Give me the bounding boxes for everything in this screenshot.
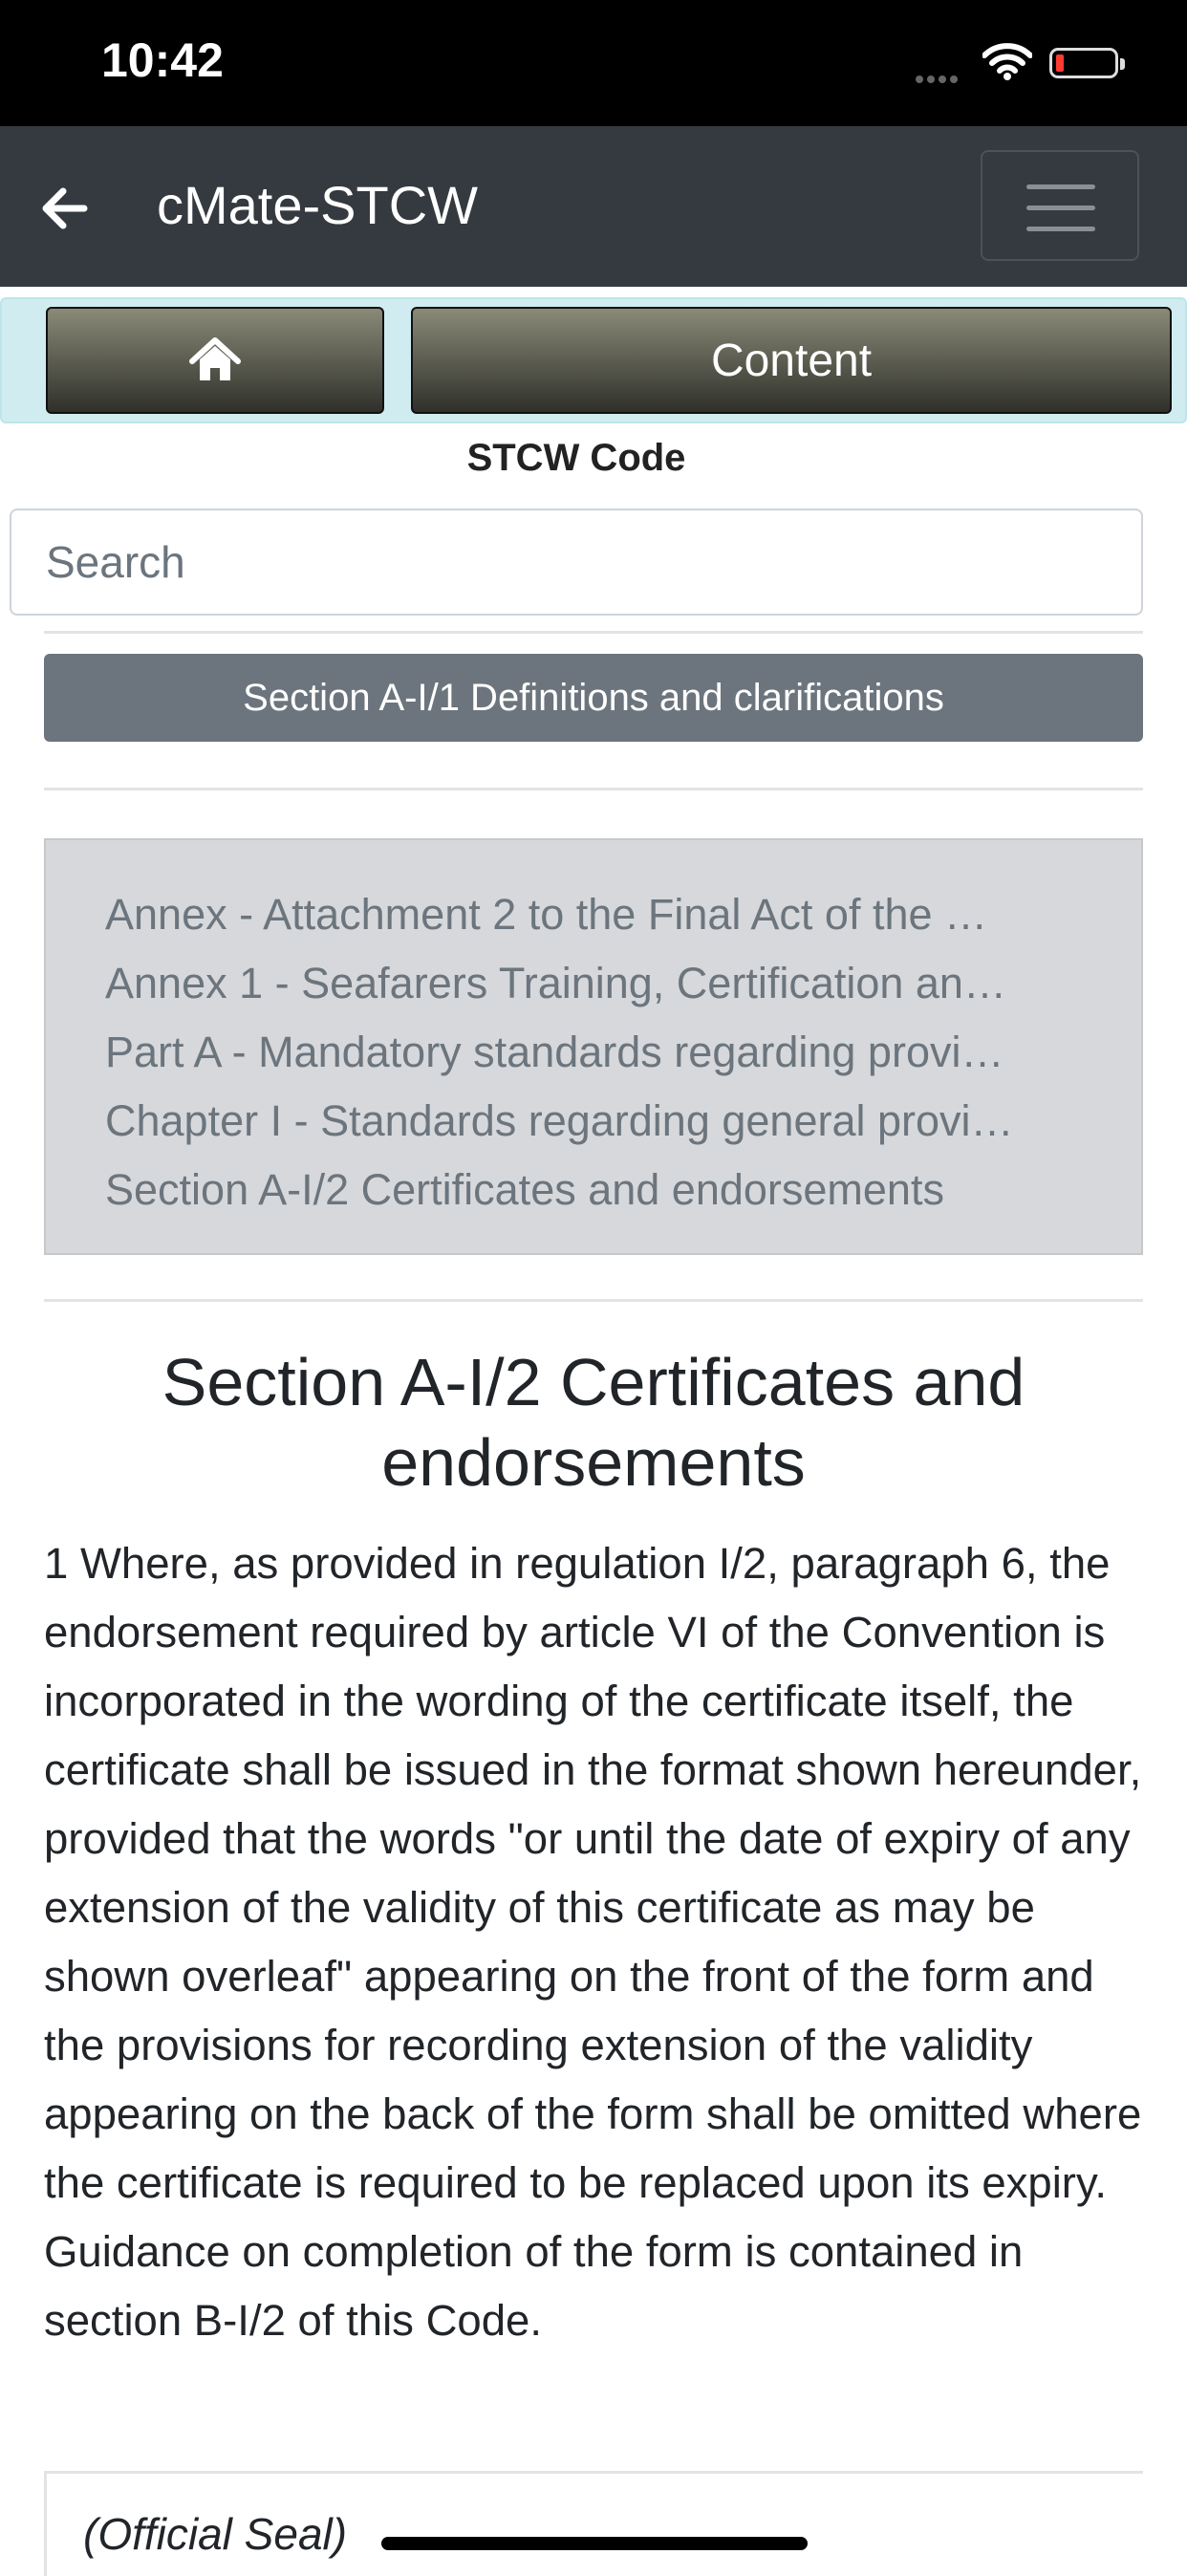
- signature-line: [381, 2537, 808, 2550]
- breadcrumb: [44, 838, 1143, 1255]
- page-subtitle: STCW Code: [466, 437, 686, 479]
- divider: [44, 631, 1143, 634]
- breadcrumb-item[interactable]: Part A - Mandatory standards regarding provi…: [105, 1028, 1004, 1076]
- search-input[interactable]: [10, 509, 1143, 616]
- breadcrumb-item[interactable]: Annex - Attachment 2 to the Final Act of the …: [105, 890, 988, 939]
- previous-section-button[interactable]: Section A-I/1 Definitions and clarifications: [44, 654, 1143, 742]
- signal-icon: [916, 71, 961, 88]
- status-bar: [0, 0, 1187, 126]
- certificate-form: [44, 2471, 1143, 2576]
- hamburger-menu-icon[interactable]: [981, 150, 1139, 261]
- back-arrow-icon[interactable]: [38, 182, 92, 240]
- toolbar: [0, 297, 1187, 423]
- home-icon: [188, 336, 242, 384]
- divider: [44, 1299, 1143, 1302]
- wifi-icon: [982, 42, 1032, 85]
- home-button[interactable]: [46, 307, 384, 414]
- seal-label: (Official Seal): [83, 2509, 348, 2559]
- battery-icon: [1049, 48, 1118, 78]
- status-time: 10:42: [101, 33, 224, 87]
- breadcrumb-item[interactable]: Chapter I - Standards regarding general provi…: [105, 1096, 1014, 1145]
- article-paragraph: 1 Where, as provided in regulation I/2, paragraph 6, the endorsement required by article VI of the Convention is incorporated in the wording of the certificate itself, the certificate shall be issued in the format shown hereunder, provided that the words "or until the date of expiry of any extension of the validity of this certificate as may be shown overleaf" appearing on the front of the form and the provisions for recording extension of the validity appearing on the back of the form shall be omitted where the certificate is required to be replaced upon its expiry. Guidance on completion of the form is contained in section B-I/2 of this Code.: [44, 1539, 1142, 2345]
- app-title: cMate-STCW: [157, 175, 478, 235]
- breadcrumb-item[interactable]: Annex 1 - Seafarers Training, Certification an…: [105, 959, 1006, 1007]
- content-button[interactable]: Content: [411, 307, 1172, 414]
- breadcrumb-item: Section A-I/2 Certificates and endorsements: [105, 1165, 944, 1214]
- divider: [44, 788, 1143, 790]
- page-title: Section A-I/2 Certificates and endorsements: [162, 1345, 1025, 1500]
- app-header: [0, 126, 1187, 287]
